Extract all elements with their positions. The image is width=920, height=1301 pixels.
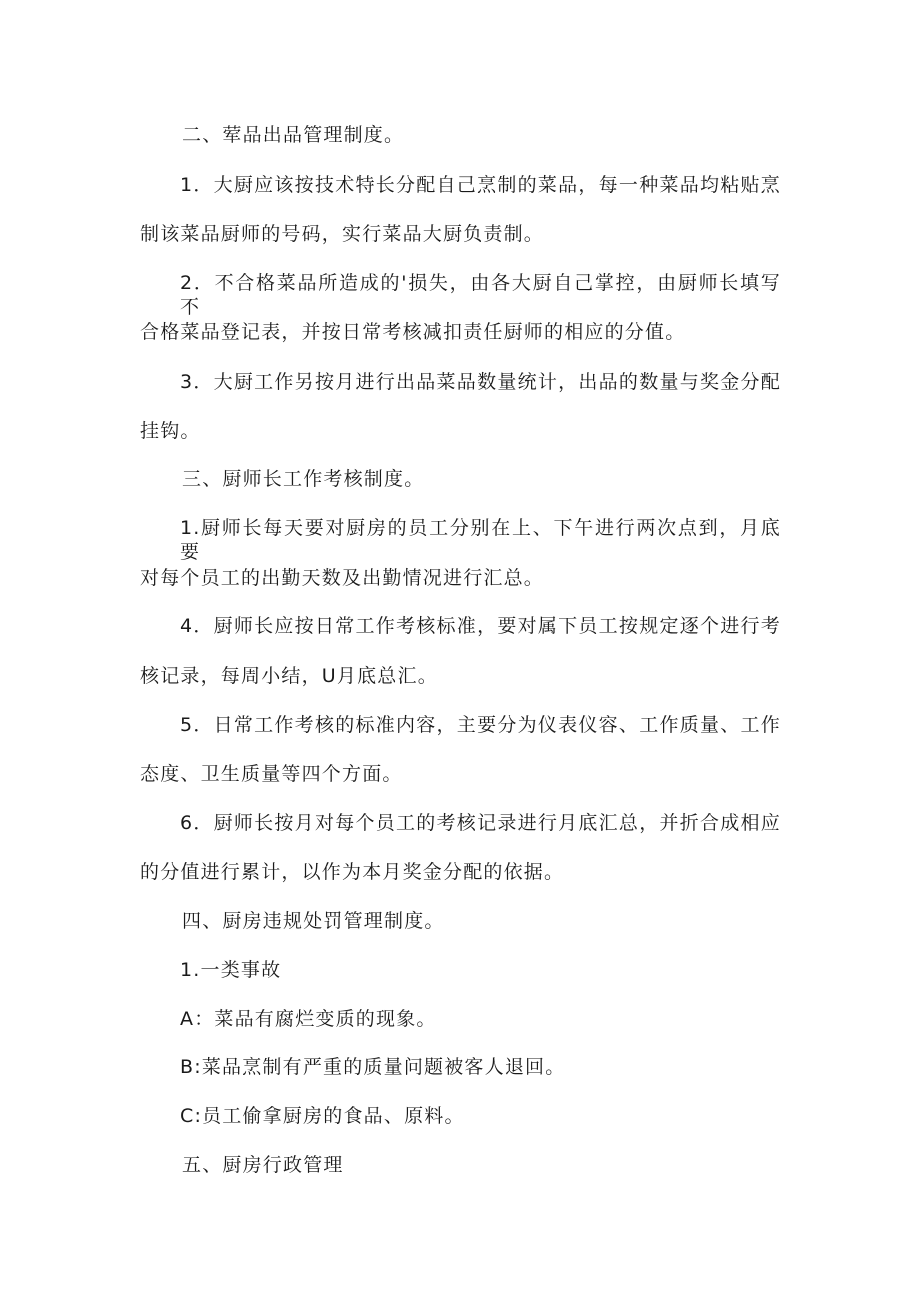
paragraph-line: 4．厨师长应按日常工作考核标准，要对属下员工按规定逐个进行考 [180, 615, 781, 637]
paragraph-line: 1．大厨应该按技术特长分配自己烹制的菜品，每一种菜品均粘贴烹 [180, 174, 781, 196]
section-heading-5: 五、厨房行政管理 [182, 1154, 344, 1176]
list-item: C:员工偷拿厨房的食品、原料。 [180, 1105, 465, 1127]
list-item: A：菜品有腐烂变质的现象。 [180, 1008, 437, 1030]
section-heading-4: 四、厨房违规处罚管理制度。 [182, 910, 445, 932]
paragraph-line: 态度、卫生质量等四个方面。 [140, 763, 403, 785]
paragraph-line: 对每个员工的出勤天数及出勤情况进行汇总。 [140, 567, 545, 589]
paragraph-line: 2．不合格菜品所造成的'损失，由各大厨自己掌控，由厨师长填写不 [180, 272, 781, 318]
paragraph-line: 合格菜品登记表，并按日常考核减扣责任厨师的相应的分值。 [140, 321, 686, 343]
paragraph-line: 5．日常工作考核的标准内容，主要分为仪表仪容、工作质量、工作 [180, 714, 781, 736]
paragraph-line: 挂钩。 [140, 420, 201, 442]
paragraph-line: 1.厨师长每天要对厨房的员工分别在上、下午进行两次点到，月底要 [180, 517, 781, 563]
paragraph-line: 6．厨师长按月对每个员工的考核记录进行月底汇总，并折合成相应 [180, 812, 781, 834]
list-item: 1.一类事故 [180, 959, 282, 981]
section-heading-3: 三、厨师长工作考核制度。 [182, 468, 425, 490]
list-item: B:菜品烹制有严重的质量问题被客人退回。 [180, 1056, 566, 1078]
paragraph-line: 3．大厨工作另按月进行出品菜品数量统计，出品的数量与奖金分配 [180, 371, 781, 393]
section-heading-2: 二、荤品出品管理制度。 [182, 124, 405, 146]
paragraph-line: 的分值进行累计，以作为本月奖金分配的依据。 [140, 861, 565, 883]
paragraph-line: 制该菜品厨师的号码，实行菜品大厨负责制。 [140, 223, 545, 245]
paragraph-line: 核记录，每周小结，U月底总汇。 [140, 665, 438, 687]
